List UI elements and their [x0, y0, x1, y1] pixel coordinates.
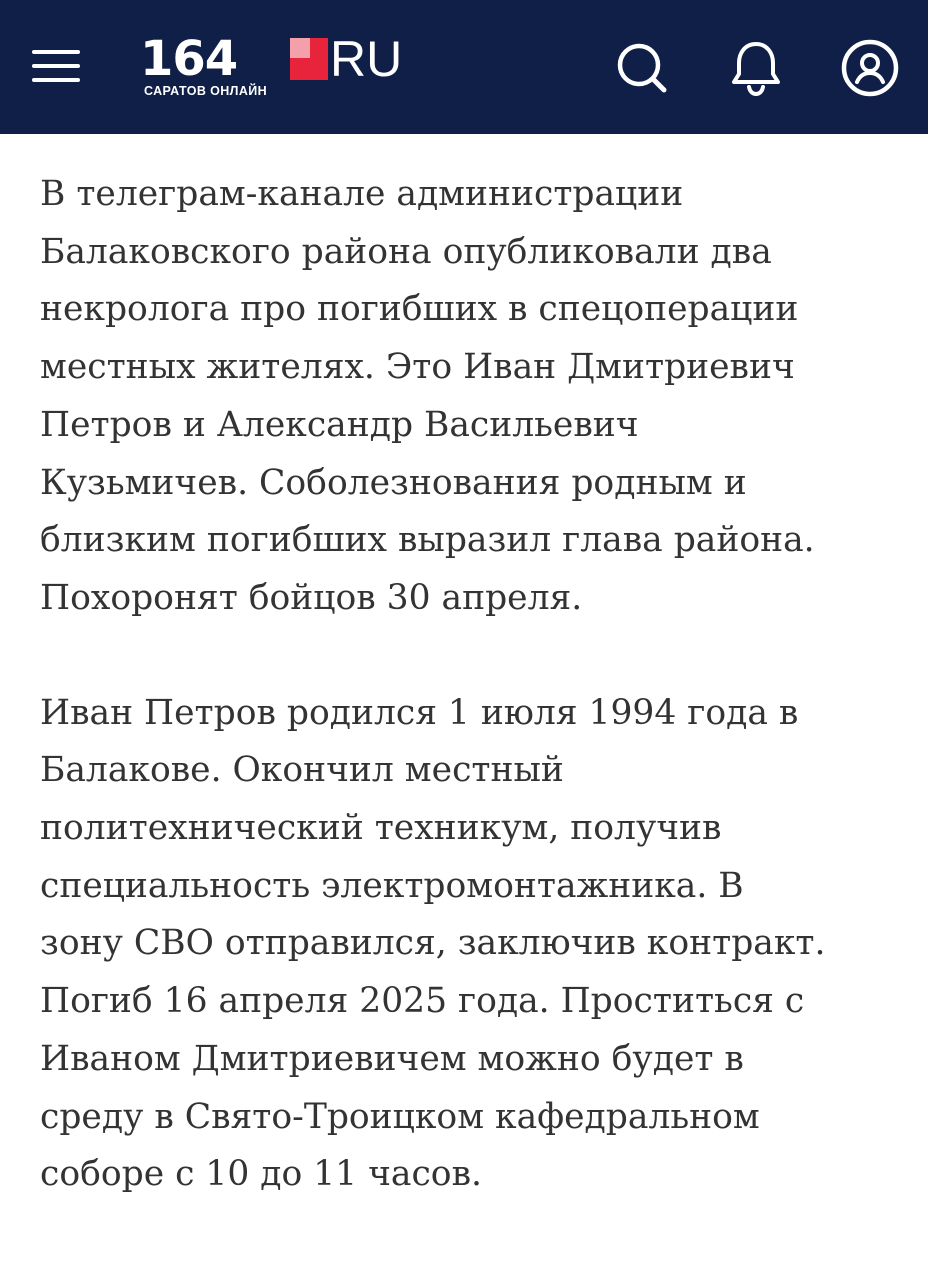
- paragraph-line: среду в Свято-Троицком кафедральном: [40, 1096, 760, 1137]
- paragraph-line: Балаковского района опубликовали два: [40, 231, 772, 272]
- paragraph-line: В телеграм-канале администрации: [40, 174, 684, 214]
- paragraph-line: специальность электромонтажника. В: [40, 865, 744, 906]
- site-logo[interactable]: [140, 30, 420, 104]
- paragraph-line: местных жителях. Это Иван Дмитриевич: [40, 347, 795, 388]
- paragraph-line: Петров и Александр Васильевич: [40, 404, 639, 445]
- paragraph-line: близким погибших выразил глава района.: [40, 520, 815, 561]
- logo-tagline: САРАТОВ ОНЛАЙН: [144, 84, 268, 98]
- paragraph-line: политехнический техникум, получив: [40, 808, 722, 849]
- paragraph-line: зону СВО отправился, заключив контракт.: [40, 923, 826, 964]
- bell-icon: [724, 36, 788, 100]
- paragraph-line: Кузьмичев. Соболезнования родным и: [40, 462, 747, 503]
- search-button[interactable]: [610, 36, 674, 100]
- paragraph-line: Погиб 16 апреля 2025 года. Проститься с: [40, 981, 805, 1022]
- paragraph-line: соборе с 10 до 11 часов.: [40, 1154, 482, 1195]
- article-paragraph: [40, 166, 900, 628]
- article-paragraph: [40, 685, 900, 1204]
- logo-domain: RU: [330, 31, 403, 87]
- user-profile-icon: [838, 36, 902, 100]
- menu-button[interactable]: [28, 40, 86, 92]
- article-body: [40, 166, 900, 1204]
- logo-mark-icon: [284, 38, 328, 80]
- paragraph-line: Балакове. Окончил местный: [40, 750, 564, 791]
- notifications-button[interactable]: [724, 36, 788, 100]
- site-header: [0, 0, 928, 134]
- paragraph-line: Похоронят бойцов 30 апреля.: [40, 577, 583, 618]
- logo-number: 164: [140, 31, 238, 87]
- paragraph-line: некролога про погибших в спецоперации: [40, 289, 799, 330]
- paragraph-line: Иваном Дмитриевичем можно будет в: [40, 1038, 744, 1079]
- profile-button[interactable]: [838, 36, 902, 100]
- paragraph-line: Иван Петров родился 1 июля 1994 года в: [40, 692, 799, 733]
- search-icon: [610, 36, 674, 100]
